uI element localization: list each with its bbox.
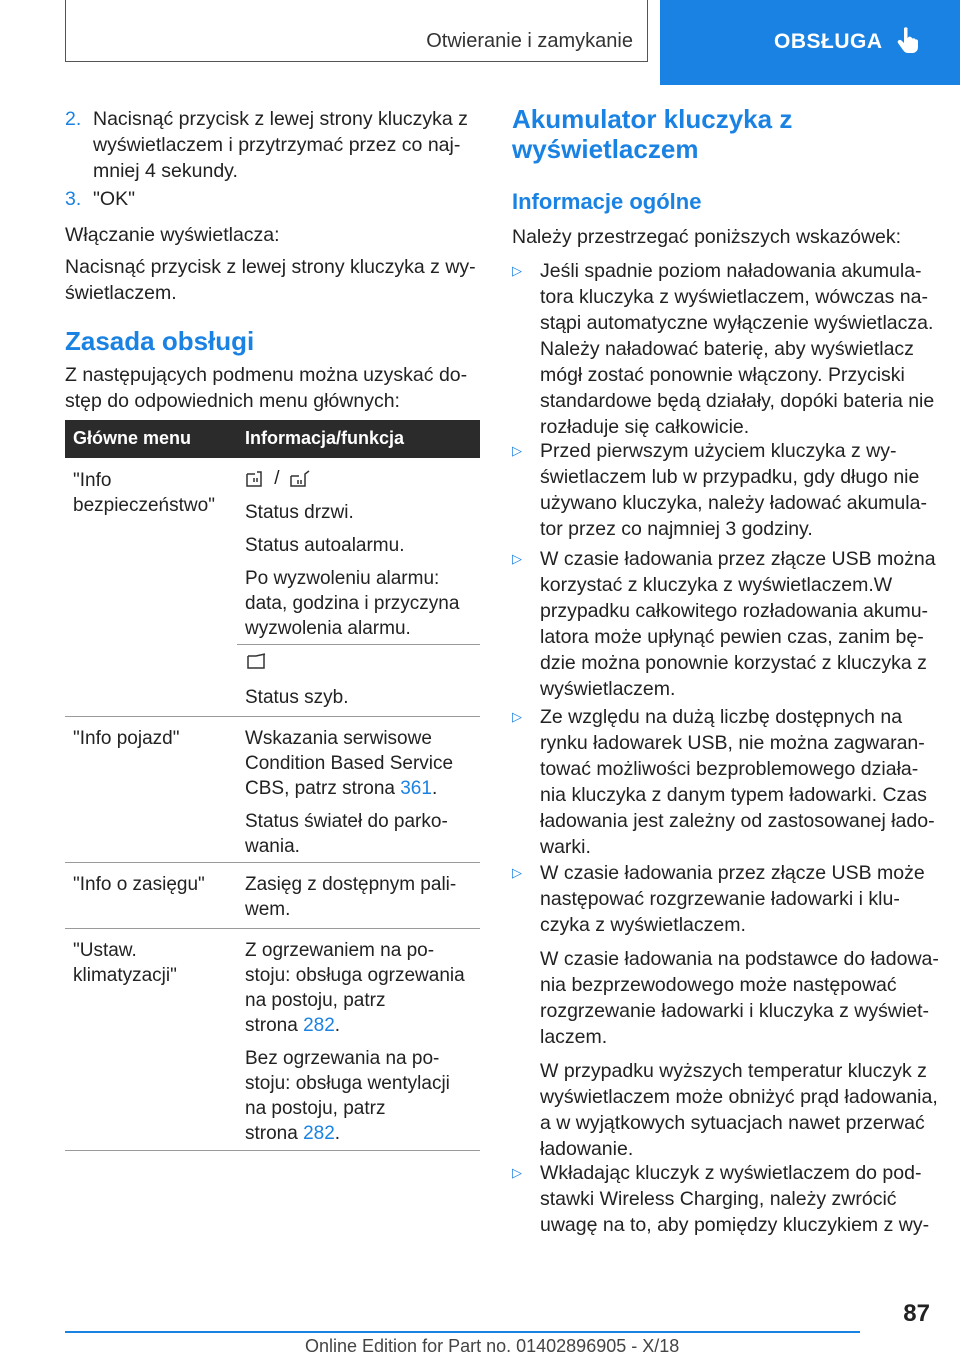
text-line: świetlaczem.	[65, 282, 177, 304]
text-line: CBS, patrz strona	[245, 778, 401, 799]
text-line: Z ogrzewaniem na po-	[245, 940, 435, 961]
text-line: na postoju, patrz	[245, 990, 386, 1011]
bullet-icon: ▷	[512, 551, 522, 566]
bullet-text	[540, 546, 936, 702]
text-line: wem.	[245, 899, 291, 920]
text-line: korzystać z kluczyka z wyświetlaczem.W	[540, 574, 893, 596]
text-line: data, godzina i przyczyna	[245, 593, 460, 614]
text-line: W czasie ładowania na podstawce do ładowa-	[540, 948, 939, 970]
text-line: dzie można ponownie korzystać z kluczyka z	[540, 652, 927, 674]
paragraph: Włączanie wyświetlacza:	[65, 224, 280, 246]
text-line: Wkładając kluczyk z wyświetlaczem do pod-	[540, 1162, 922, 1184]
table-cell-menu	[73, 938, 177, 988]
text-line: stęp do odpowiednich menu głównych:	[65, 390, 400, 412]
bullet-text	[540, 1160, 929, 1238]
pointing-hand-icon	[896, 26, 920, 54]
step-text	[93, 106, 468, 184]
text-line: nia bezprzewodowego może następować	[540, 974, 897, 996]
text-line: Status drzwi.	[245, 502, 354, 523]
text-line: wania.	[245, 836, 300, 857]
text-line: klimatyzacji"	[73, 965, 177, 986]
punctuation: .	[334, 1015, 341, 1036]
text-line: stawki Wireless Charging, należy zwrócić	[540, 1188, 897, 1210]
text-line: tować możliwości bezproblemowego działa-	[540, 758, 919, 780]
bullet-icon: ▷	[512, 1165, 522, 1180]
table-cell-menu: "Info o zasięgu"	[73, 874, 205, 895]
text-line: nia kluczyka z danym typem ładowarki. Czas	[540, 784, 927, 806]
title-line: wyświetlaczem	[512, 134, 699, 164]
text-line: strona	[245, 1015, 304, 1036]
row-divider	[65, 1150, 480, 1151]
text-line: Bez ogrzewania na po-	[245, 1048, 440, 1069]
text-line: standardowe będą działały, dopóki bateria nie	[540, 390, 935, 412]
text-line: czyka z wyświetlaczem.	[540, 914, 746, 936]
bullet-icon: ▷	[512, 263, 522, 278]
subheading: Informacje ogólne	[512, 189, 702, 214]
text-line: a w wyjątkowych sytuacjach nawet przerwać	[540, 1112, 925, 1134]
car-window-icon	[245, 652, 267, 672]
section-heading: Zasada obsługi	[65, 326, 255, 356]
table-header	[65, 420, 480, 458]
text-line: uwagę na to, aby pomiędzy kluczykiem z wy-	[540, 1214, 930, 1236]
punctuation: .	[334, 1123, 341, 1144]
section-tab[interactable]	[660, 0, 960, 85]
text-line: wyświetlaczem i przytrzymać przez co naj-	[93, 134, 461, 156]
door-closed-icon	[245, 468, 265, 490]
text-line: Status szyb.	[245, 687, 349, 708]
text-line: stoju: obsługa wentylacji	[245, 1073, 450, 1094]
paragraph: Należy przestrzegać poniższych wskazówek:	[512, 226, 902, 248]
bullet-icon: ▷	[512, 865, 522, 880]
text-line: Status świateł do parko-	[245, 811, 448, 832]
text-line: stoju: obsługa ogrzewania	[245, 965, 465, 986]
text-line: Przed pierwszym użyciem kluczyka z wy-	[540, 440, 897, 462]
door-open-icon	[289, 468, 311, 490]
text-line: Status autoalarmu.	[245, 535, 405, 556]
text-line: stąpi automatyczne wyłączenie wyświetlacza.	[540, 312, 934, 334]
text-line: Condition Based Service	[245, 753, 454, 774]
text-line: Nacisnąć przycisk z lewej strony kluczyka z	[93, 108, 468, 130]
text-line: Wskazania serwisowe	[245, 728, 432, 749]
page-number: 87	[903, 1300, 930, 1327]
text-line: Z następujących podmenu można uzyskać do-	[65, 364, 468, 386]
text-line: następować rozgrzewanie ładowarki i klu-	[540, 888, 900, 910]
text-line: laczem.	[540, 1026, 608, 1048]
paragraph	[65, 362, 467, 414]
text-line: tora kluczyka z wyświetlaczem, wówczas na-	[540, 286, 928, 308]
step-text: "OK"	[93, 188, 136, 210]
text-line: Po wyzwoleniu alarmu:	[245, 568, 440, 589]
separator: /	[274, 468, 280, 489]
text-line: strona	[245, 1123, 304, 1144]
text-line: Jeśli spadnie poziom naładowania akumula-	[540, 260, 922, 282]
section-title: Otwieranie i zamykanie	[426, 30, 633, 52]
article-title	[512, 104, 792, 164]
text-line: tor przez co najmniej 3 godziny.	[540, 518, 813, 540]
table-cell-info	[245, 726, 453, 859]
text-line: warki.	[540, 836, 591, 858]
section-tab-label: OBSŁUGA	[774, 30, 883, 53]
text-line: na postoju, patrz	[245, 1098, 386, 1119]
text-line: rozładuje się całkowicie.	[540, 416, 750, 438]
text-line: świetlaczem lub w przypadku, gdy długo nie	[540, 466, 920, 488]
bullet-text	[540, 438, 927, 542]
text-line: używano kluczyka, należy ładować akumula-	[540, 492, 927, 514]
page-link[interactable]: 282	[303, 1123, 335, 1144]
text-line: latora może upłynąć pewien czas, zanim bę-	[540, 626, 924, 648]
bullet-text	[540, 258, 934, 440]
bullet-icon: ▷	[512, 443, 522, 458]
text-line: W czasie ładowania przez złącze USB można	[540, 548, 936, 570]
text-line: W czasie ładowania przez złącze USB może	[540, 862, 925, 884]
text-line: rozgrzewanie ładowarki i kluczyka z wyświet-	[540, 1000, 930, 1022]
text-line: wyświetlaczem.	[540, 678, 676, 700]
row-divider	[65, 716, 480, 717]
text-line: rynku ładowarek USB, nie można zagwaran-	[540, 732, 925, 754]
punctuation: .	[431, 778, 438, 799]
row-divider	[65, 928, 480, 929]
step-number: 2.	[65, 108, 82, 130]
text-line: Zasięg z dostępnym pali-	[245, 874, 457, 895]
column-header: Główne menu	[73, 428, 192, 448]
text-line: W przypadku wyższych temperatur kluczyk z	[540, 1060, 927, 1082]
text-line: wyzwolenia alarmu.	[245, 618, 411, 639]
text-line: mógł zostać ponownie włączony. Przyciski	[540, 364, 905, 386]
row-divider	[237, 644, 480, 645]
text-line: Należy naładować baterię, aby wyświetlacz	[540, 338, 914, 360]
bullet-text	[540, 860, 939, 1162]
text-line: mniej 4 sekundy.	[93, 160, 238, 182]
footer-divider	[65, 1331, 860, 1333]
column-header: Informacja/funkcja	[245, 428, 405, 448]
edition-note: Online Edition for Part no. 01402896905 - X/18	[305, 1336, 680, 1356]
text-line: "Info	[73, 470, 112, 491]
icon-row	[245, 466, 459, 494]
bullet-text	[540, 704, 935, 860]
title-line: Akumulator kluczyka z	[512, 104, 793, 134]
text-line: ładowania jest zależny od zastosowanej łado-	[540, 810, 935, 832]
text-line: bezpieczeństwo"	[73, 495, 215, 516]
text-line: "Ustaw.	[73, 940, 137, 961]
table-cell-info	[245, 652, 349, 710]
text-line: ładowanie.	[540, 1138, 634, 1160]
bullet-icon: ▷	[512, 709, 522, 724]
page-link[interactable]: 361	[400, 778, 432, 799]
table-cell-info	[245, 872, 456, 922]
text-line: Nacisnąć przycisk z lewej strony kluczyka z wy-	[65, 256, 476, 278]
table-cell-info	[245, 466, 459, 641]
page-link[interactable]: 282	[303, 1015, 335, 1036]
table-cell-info	[245, 938, 465, 1146]
row-divider	[65, 862, 480, 863]
text-line: Ze względu na dużą liczbę dostępnych na	[540, 706, 903, 728]
table-cell-menu: "Info pojazd"	[73, 728, 180, 749]
paragraph	[65, 254, 476, 306]
table-cell-menu	[73, 468, 215, 518]
text-line: przypadku całkowitego rozładowania akumu-	[540, 600, 929, 622]
step-number: 3.	[65, 188, 82, 210]
text-line: wyświetlaczem może obniżyć prąd ładowania,	[540, 1086, 938, 1108]
